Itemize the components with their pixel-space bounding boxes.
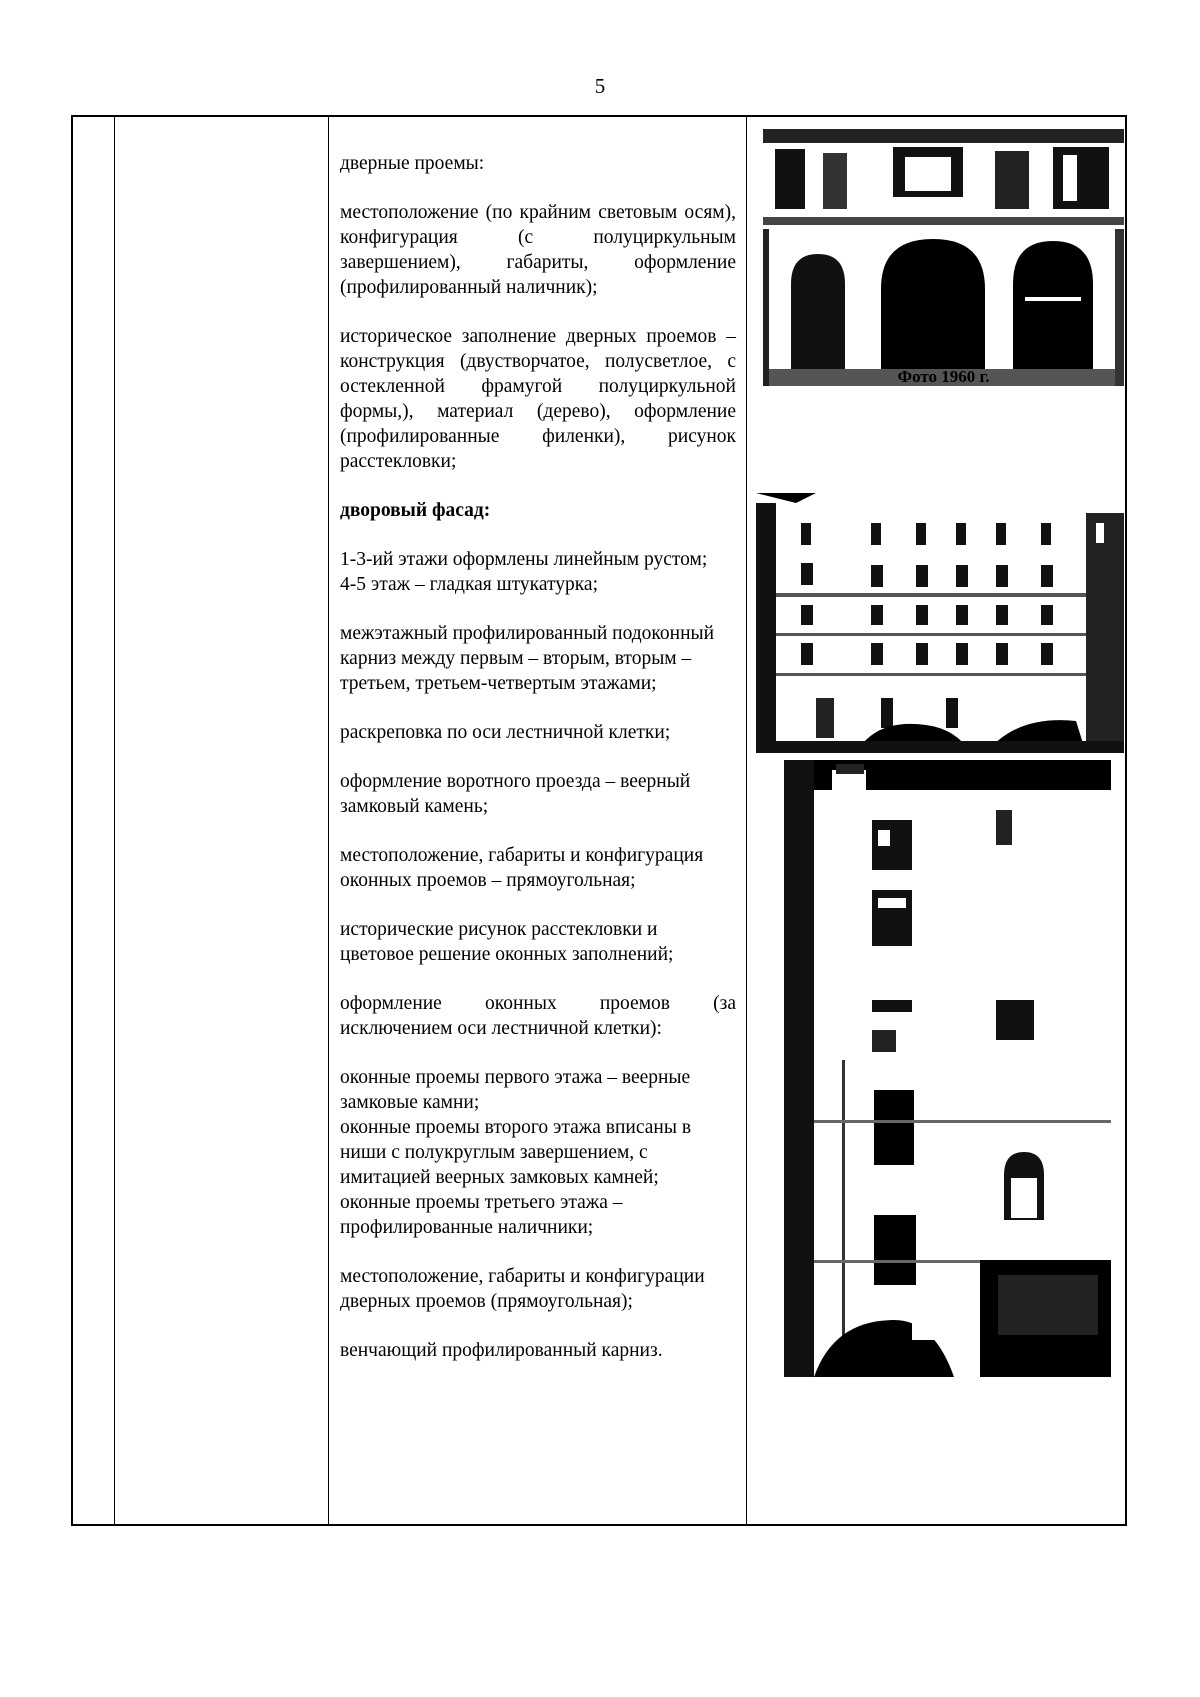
paragraph-plaster: 4-5 этаж – гладкая штукатурка;: [340, 574, 598, 595]
paragraph-window-config: местоположение, габариты и конфигурация оконных проемов – прямоугольная;: [340, 845, 704, 891]
paragraph-door-config: местоположение, габариты и конфигурации дверных проемов (прямоугольная);: [340, 1266, 705, 1312]
paragraph-window-design: оформление оконных проемов (за исключением оси лестничной клетки):: [340, 993, 736, 1039]
photo-staircase-facade: [784, 760, 1111, 1377]
paragraph-second-floor-windows: оконные проемы второго этажа вписаны в ниши с полукруглым завершением, с имитацией веерных замковых камней;: [340, 1117, 692, 1188]
paragraph-door-openings: дверные проемы:: [340, 153, 485, 174]
description-column: [329, 117, 746, 1524]
paragraph-door-location: местоположение (по крайним световым осям), конфигурация (с полуциркульным завершением), габариты, оформление (профилированный наличник);: [340, 202, 736, 298]
paragraph-gateway: оформление воротного проезда – веерный замковый камень;: [340, 771, 691, 817]
photo-arched-doors: [763, 129, 1124, 386]
column-divider-3: [746, 117, 747, 1524]
paragraph-cornice: межэтажный профилированный подоконный карниз между первым – вторым, вторым – третьем, третьем-четвертым этажами;: [340, 623, 715, 694]
document-table: [71, 115, 1127, 1526]
photo-courtyard-facade: [756, 493, 1124, 753]
paragraph-crowning-cornice: венчающий профилированный карниз.: [340, 1340, 663, 1361]
page-number: 5: [594, 74, 606, 98]
paragraph-rustication: 1-3-ий этажи оформлены линейным рустом;: [340, 549, 708, 570]
paragraph-window-glazing: исторические рисунок расстекловки и цветовое решение оконных заполнений;: [340, 919, 674, 965]
photo-caption: Фото 1960 г.: [897, 367, 990, 386]
paragraph-courtyard-heading: дворовый фасад:: [340, 500, 491, 521]
column-divider-1: [114, 117, 115, 1524]
paragraph-third-floor-windows: оконные проемы третьего этажа – профилированные наличники;: [340, 1192, 623, 1238]
paragraph-first-floor-windows: оконные проемы первого этажа – веерные замковые камни;: [340, 1067, 691, 1113]
paragraph-door-filling: историческое заполнение дверных проемов – конструкция (двустворчатое, полусветлое, с остекленной фрамугой полуциркульной формы,), материал (дерево), оформление (профилированные филенки), рисунок расстекловки;: [340, 326, 736, 472]
paragraph-staircase: раскреповка по оси лестничной клетки;: [340, 722, 671, 743]
